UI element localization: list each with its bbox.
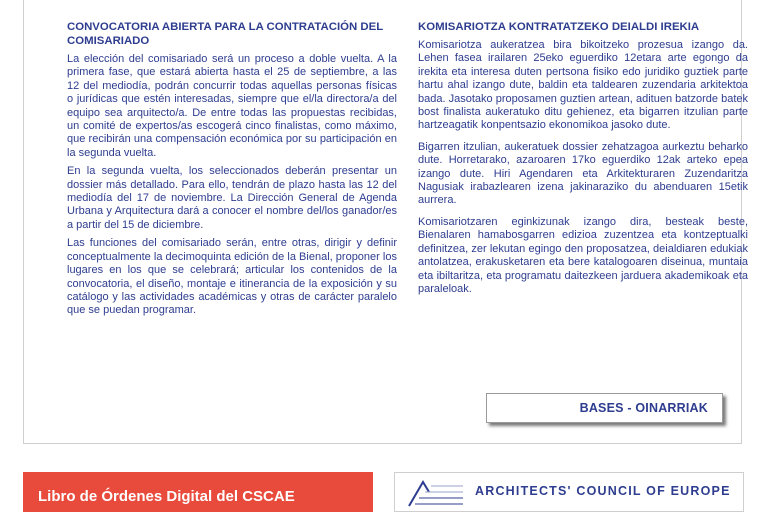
basque-title: KOMISARIOTZA KONTRATATZEKO DEIALDI IREKIA xyxy=(418,21,700,33)
spanish-paragraph-3: Las funciones del comisariado serán, entre otras, dirigir y definir conceptualmente la decimoquinta edición de la Bienal, proponer los lugares en los que se celebrará; articular los contenidos de la convocatoria, el diseño, montaje e itinerancia de la exposición y su catálogo y las actividades académicas y otras de carácter paralelo que se puedan programar. xyxy=(67,237,397,317)
ace-banner-text: ARCHITECTS' COUNCIL OF EUROPE xyxy=(475,484,731,498)
cscae-banner-text: Libro de Órdenes Digital del CSCAE xyxy=(38,488,295,505)
ace-logo-icon xyxy=(405,478,465,508)
spanish-title: CONVOCATORIA ABIERTA PARA LA CONTRATACIÓN DEL COMISARIADO xyxy=(67,21,383,47)
basque-paragraph-1: Komisariotza aukeratzea bira bikoitzeko prozesua izango da. Lehen fasea irailaren 25eko eguerdiko 12etara arte egongo da irekita eta interesa duten pertsona fisiko edo juridiko guztiek parte hartu ahal izango dute, baldin eta taldearen zuzendaria arkitektoa bada. Jasotako proposamen guztien artean, adituen batzorde batek bost finalista aukeratuko ditu gehienez, eta bigarren itzulian parte hartzeagatik konpentsazio ekonomikoa jasoko dute. xyxy=(418,39,748,132)
bases-button-label: BASES - OINARRIAK xyxy=(579,401,708,415)
bases-button[interactable] xyxy=(486,393,723,423)
spanish-column xyxy=(67,20,397,323)
basque-paragraph-2: Bigarren itzulian, aukeratuek dossier zehatzagoa aurkeztu beharko dute. Horretarako, azaroaren 17ko eguerdiko 12ak arteko epea izango dute. Hiri Agendaren eta Arkitekturaren Zuzendaritza Nagusiak irabazlearen izena jakinaraziko du abenduaren 15etik aurrera. xyxy=(418,140,748,207)
basque-column xyxy=(418,20,748,304)
spanish-paragraph-1: La elección del comisariado será un proceso a doble vuelta. A la primera fase, que estará abierta hasta el 25 de septiembre, a las 12 del mediodía, podrán concurrir todas aquellas personas físicas o jurídicas que estén interesadas, siempre que el/la directora/a del equipo sea arquitecto/a. De entre todas las propuestas recibidas, un comité de expertos/as escogerá cinco finalistas, como máximo, que recibirán una compensación económica por su participación en la segunda vuelta. xyxy=(67,53,397,159)
basque-paragraph-3: Komisariotzaren eginkizunak izango dira, besteak beste, Bienalaren hamabosgarren edizioa zuzentzea eta kontzeptualki definitzea, zer lekutan egingo den proposatzea, deialdiaren edukiak antolatzea, erakusketaren eta bere katalogoaren diseinua, muntaia eta ibiltaritza, eta programatu daitezkeen jarduera akademikoak eta paraleloak. xyxy=(418,215,748,295)
spanish-paragraph-2: En la segunda vuelta, los seleccionados deberán presentar un dossier más detallado. Para ello, tendrán de plazo hasta las 12 del mediodía del 17 de noviembre. La Dirección General de Agenda Urbana y Arquitectura dará a conocer el nombre del/los ganador/es a partir del 15 de diciembre. xyxy=(67,165,397,231)
content-panel xyxy=(23,0,748,444)
cscae-banner[interactable] xyxy=(23,472,373,512)
ace-banner[interactable] xyxy=(394,472,744,512)
